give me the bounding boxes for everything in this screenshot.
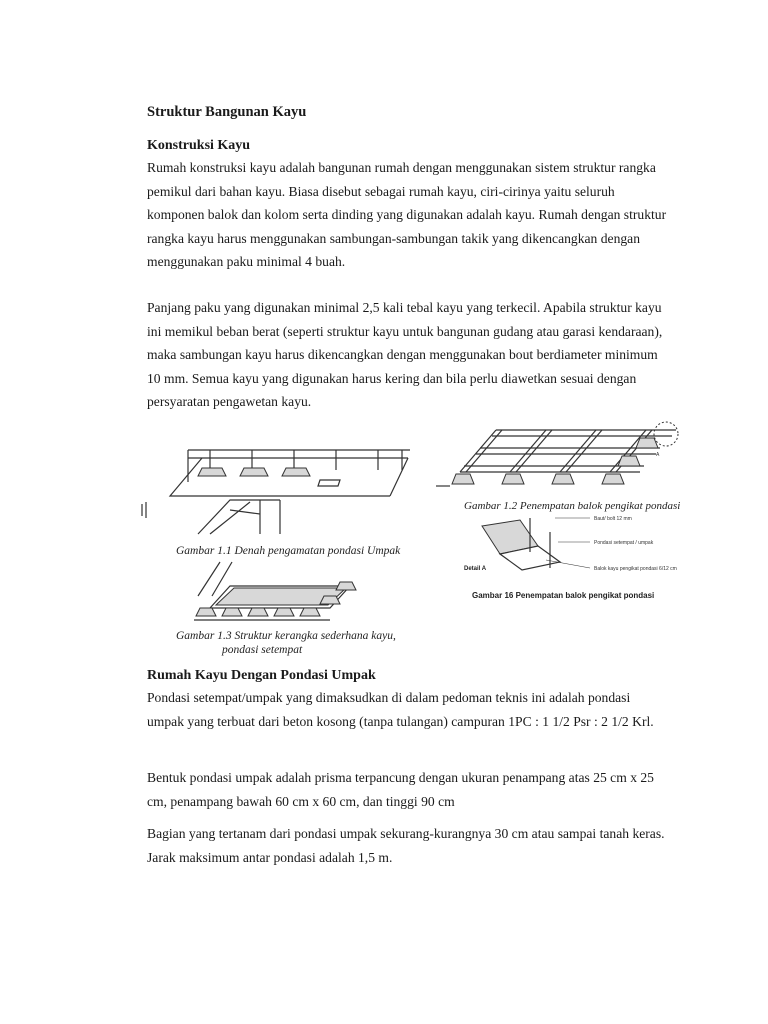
detail-label-baut: Baut/ bolt 12 mm bbox=[594, 516, 632, 522]
figure-detail-a-illustration bbox=[460, 512, 690, 584]
paragraph-konstruksi-1: Rumah konstruksi kayu adalah bangunan rumah dengan menggunakan sistem struktur rangka pemikul dari bahan kayu. Biasa disebut sebagai rumah kayu, ciri-cirinya yaitu seluruh komponen balok dan kolom serta dinding yang digunakan adalah kayu. Rumah dengan struktur rangka kayu harus menggunakan sambungan-sambungan takik yang dikencangkan dengan menggunakan paku minimal 4 buah. bbox=[147, 160, 667, 269]
figure-1-3-caption-line1: Gambar 1.3 Struktur kerangka sederhana kayu, bbox=[176, 630, 396, 642]
paragraph-umpak-1: Pondasi setempat/umpak yang dimaksudkan di dalam pedoman teknis ini adalah pondasi umpak yang terbuat dari beton kosong (tanpa tulangan) campuran 1PC : 1 1/2 Psr : 2 1/2 Krl. bbox=[147, 690, 654, 729]
figure-1-2-callout-a: A bbox=[656, 452, 660, 458]
section-heading-rumah-kayu-pondasi-umpak: Rumah Kayu Dengan Pondasi Umpak bbox=[147, 668, 376, 683]
paragraph-umpak-3: Bagian yang tertanam dari pondasi umpak sekurang-kurangnya 30 cm atau sampai tanah keras. Jarak maksimum antar pondasi adalah 1,5 m. bbox=[147, 826, 665, 865]
figure-1-3-illustration bbox=[190, 558, 370, 626]
figure-1-2-caption: Gambar 1.2 Penempatan balok pengikat pondasi bbox=[464, 500, 681, 512]
detail-label-balok: Balok kayu pengikat pondasi 6/12 cm bbox=[594, 566, 677, 572]
detail-label-pondasi: Pondasi setempat / umpak bbox=[594, 540, 654, 546]
page-title: Struktur Bangunan Kayu bbox=[147, 104, 307, 120]
figure-16-caption: Gambar 16 Penempatan balok pengikat pondasi bbox=[472, 591, 655, 600]
paragraph-konstruksi-2: Panjang paku yang digunakan minimal 2,5 kali tebal kayu yang terkecil. Apabila struktur kayu ini memikul beban berat (seperti struktur kayu untuk bangunan gudang atau garasi kendaraan), maka sambungan kayu harus dikencangkan dengan menggunakan bout berdiameter minimum 10 mm. Semua kayu yang digunakan harus kering dan bila perlu diawetkan sesuai dengan persyaratan pengawetan kayu. bbox=[147, 300, 663, 409]
section-heading-konstruksi-kayu: Konstruksi Kayu bbox=[147, 138, 251, 153]
figure-1-1-caption: Gambar 1.1 Denah pengamatan pondasi Umpak bbox=[176, 545, 401, 557]
figure-1-3-caption-line2: pondasi setempat bbox=[222, 644, 303, 656]
figure-1-1-illustration bbox=[140, 440, 420, 540]
detail-a-label: Detail A bbox=[464, 566, 487, 572]
paragraph-umpak-2: Bentuk pondasi umpak adalah prisma terpancung dengan ukuran penampang atas 25 cm x 25 cm, penampang bawah 60 cm x 60 cm, dan tinggi 90 cm bbox=[147, 770, 654, 809]
figure-1-2-grid-illustration bbox=[436, 420, 706, 500]
